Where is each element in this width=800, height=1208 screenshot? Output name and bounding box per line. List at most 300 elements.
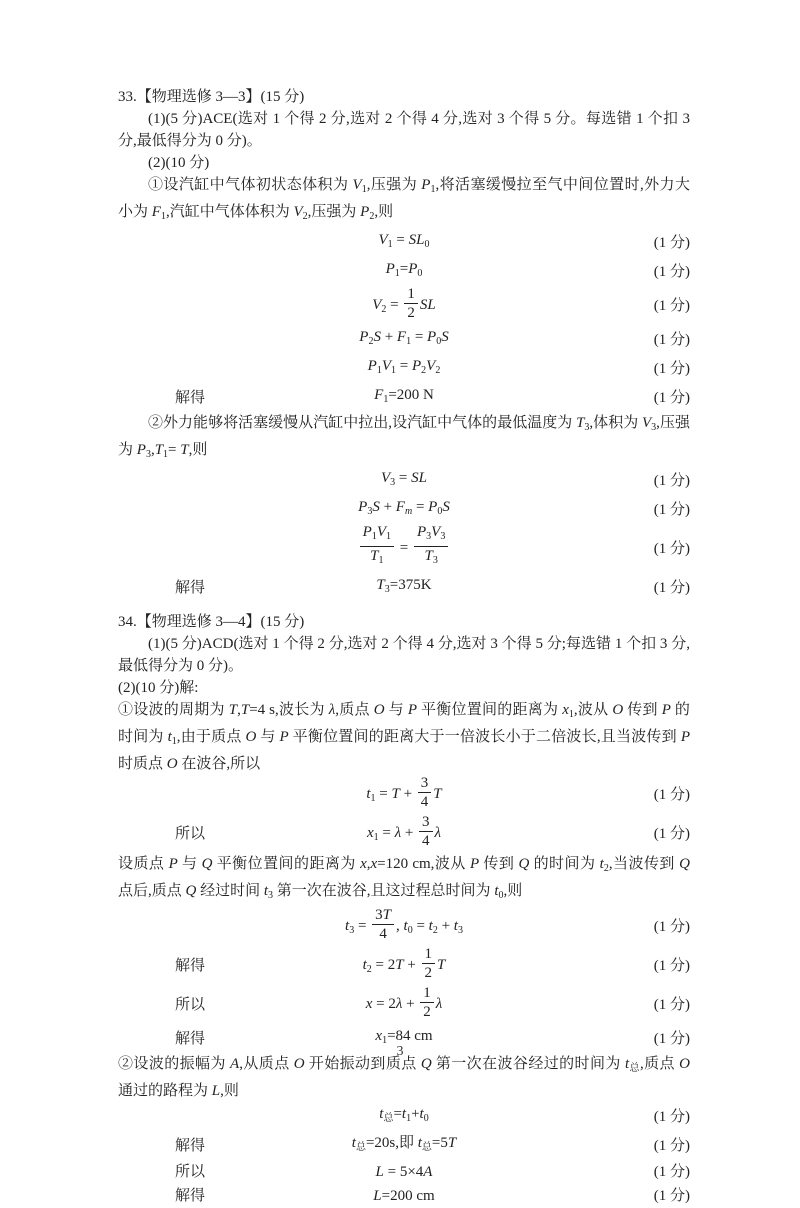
math-variable: V <box>376 524 387 540</box>
text-run: 4 <box>422 833 430 849</box>
formula-row <box>118 383 690 412</box>
math-subscript: 1 <box>382 1035 388 1046</box>
text-run: ,则 <box>503 883 523 899</box>
math-subscript: 1 <box>394 268 400 279</box>
math-variable: T <box>376 577 385 593</box>
math-variable: P <box>680 729 690 745</box>
math-variable: t <box>599 856 604 872</box>
math-subscript: 3 <box>651 422 657 433</box>
math-subscript: m <box>404 506 413 517</box>
math-variable: V <box>642 415 652 431</box>
score-label: (1 分) <box>653 389 690 406</box>
math-variable: λ <box>395 995 403 1012</box>
text-run: =375K <box>389 577 432 593</box>
math-variable: L <box>375 1164 384 1180</box>
math-subscript: 2 <box>432 924 438 936</box>
formula-label: 所以 <box>175 1164 206 1180</box>
text-run: 1 <box>407 286 415 302</box>
formula-row <box>118 907 690 946</box>
formula <box>345 909 463 944</box>
text-run: = <box>396 539 412 556</box>
fraction-denominator <box>419 832 433 849</box>
math-variable: P <box>168 856 178 872</box>
formula <box>366 777 441 812</box>
fraction-denominator <box>420 1003 434 1020</box>
text-run: 第一次在波谷,且这过程总时间为 <box>273 883 495 899</box>
math-variable: T <box>240 702 250 718</box>
math-variable: P <box>279 729 289 745</box>
math-variable: t <box>167 729 172 745</box>
score-label: (1 分) <box>653 263 690 280</box>
text-run: = <box>399 261 409 277</box>
math-variable: A <box>423 1164 433 1180</box>
formula <box>367 816 441 851</box>
formula-row <box>118 1160 690 1184</box>
score-label: (1 分) <box>653 297 690 314</box>
math-variable: x <box>370 856 378 872</box>
math-variable: F <box>374 387 384 403</box>
formula <box>379 230 430 255</box>
text-run: = <box>412 499 429 515</box>
text-run: ,体积为 <box>589 415 642 431</box>
math-variable: S <box>372 499 380 515</box>
text-run: ,压强为 <box>307 204 361 220</box>
fraction <box>414 524 448 569</box>
page-footer <box>0 1044 800 1060</box>
text-run: = <box>378 824 395 841</box>
fraction <box>420 985 434 1020</box>
formula <box>368 356 441 381</box>
text-run: = <box>396 358 412 374</box>
text-run: ,将活塞缓慢拉至气中间位置时,外力大小为 <box>118 177 690 220</box>
score-label: (1 分) <box>653 234 690 251</box>
fraction-numerator <box>422 946 436 964</box>
score-label: (1 分) <box>653 540 690 557</box>
text-run: 传到 <box>623 702 662 718</box>
text-run: 在波谷,所以 <box>177 756 261 772</box>
math-variable: P <box>421 177 431 193</box>
math-variable: V <box>381 358 392 374</box>
fraction <box>418 775 432 810</box>
math-variable: O <box>166 756 178 772</box>
formula-row <box>118 573 690 602</box>
text-run: =20s,即 <box>365 1135 418 1151</box>
fraction-numerator <box>404 286 418 304</box>
math-variable: V <box>426 358 436 374</box>
math-subscript: 0 <box>407 924 413 936</box>
math-variable: A <box>230 1056 240 1072</box>
math-variable: V <box>352 177 362 193</box>
math-subscript: 0 <box>423 1113 429 1124</box>
math-subscript: 1 <box>387 239 393 250</box>
math-variable: O <box>293 1056 305 1072</box>
text-run: ,汽缸中气体体积为 <box>165 204 294 220</box>
formula-label: 所以 <box>175 825 206 842</box>
math-variable: P <box>136 442 146 458</box>
math-variable: O <box>679 1056 690 1072</box>
fraction <box>419 814 433 849</box>
formula <box>379 1104 428 1129</box>
text-run: 点后,质点 <box>118 883 186 899</box>
formula-row <box>118 1184 690 1208</box>
math-variable: F <box>396 329 407 345</box>
math-subscript: 0 <box>436 336 442 347</box>
text-run: 33.【物理选修 3—3】(15 分) <box>118 89 305 105</box>
text-run: ②外力能够将活塞缓慢从汽缸中拉出,设汽缸中气体的最低温度为 <box>148 415 577 431</box>
text-run: + <box>399 785 416 802</box>
text-run: = <box>168 442 181 458</box>
text-run: = 2 <box>371 956 396 973</box>
math-variable: P <box>408 261 418 277</box>
math-variable: Q <box>679 856 690 872</box>
math-subscript: 1 <box>373 831 379 843</box>
paragraph <box>118 633 690 677</box>
formula-row <box>118 775 690 814</box>
math-variable: t <box>419 1106 424 1122</box>
text-run: 1 <box>424 946 433 962</box>
math-subscript: 3 <box>584 422 590 433</box>
math-subscript: 1 <box>370 792 376 804</box>
text-run: 34.【物理选修 3—4】(15 分) <box>118 614 305 630</box>
text-run: =200 cm <box>381 1188 435 1204</box>
text-run: , <box>366 856 371 872</box>
math-subscript: 1 <box>376 365 382 376</box>
math-variable: P <box>428 499 438 515</box>
formula <box>374 385 434 410</box>
math-variable: SL <box>411 470 427 486</box>
text-run: 3 <box>375 907 383 923</box>
formula <box>373 1186 434 1206</box>
score-label: (1 分) <box>653 918 690 935</box>
math-variable: S <box>442 499 450 515</box>
math-variable: t <box>263 883 269 899</box>
math-subscript: 2 <box>435 365 441 376</box>
paragraph <box>118 108 690 152</box>
formula <box>376 575 431 600</box>
text-run: (2)(10 分)解: <box>118 680 199 696</box>
formula-row <box>118 286 690 325</box>
text-run: 与 <box>256 729 280 745</box>
text-run: ,波从 <box>573 702 613 718</box>
math-variable: P <box>358 499 368 515</box>
text-run: 设质点 <box>118 856 169 872</box>
text-run: ,压强为 <box>366 177 422 193</box>
math-subscript: 2 <box>421 365 427 376</box>
math-variable: T <box>391 785 400 802</box>
text-run: 3 <box>420 775 429 791</box>
math-variable: P <box>385 261 395 277</box>
math-subscript: 3 <box>349 924 355 936</box>
math-subscript: 1 <box>171 736 177 747</box>
math-subscript: 1 <box>386 531 392 542</box>
math-variable: t <box>379 1106 384 1122</box>
formula-row <box>118 1131 690 1160</box>
formula-label: 解得 <box>175 1137 206 1154</box>
math-variable: T <box>228 702 238 718</box>
math-subscript: 总 <box>383 1113 394 1124</box>
math-variable: x <box>366 824 374 841</box>
text-run: = 2 <box>372 995 396 1012</box>
text-run: 的时间为 <box>118 702 690 745</box>
text-run: = <box>386 296 403 313</box>
math-variable: V <box>431 524 441 540</box>
math-variable: λ <box>328 702 336 718</box>
math-variable: SL <box>408 232 425 248</box>
text-run: 与 <box>384 702 408 718</box>
text-run: (1)(5 分)ACD(选对 1 个得 2 分,选对 2 个得 4 分,选对 3 个得 5 分;每选错 1 个扣 3 分,最低得分为 0 分)。 <box>118 636 690 674</box>
math-variable: Q <box>185 883 197 899</box>
formula-row <box>118 946 690 985</box>
math-variable: S <box>441 329 449 345</box>
text-run: =200 N <box>388 387 434 403</box>
score-label: (1 分) <box>653 1108 690 1125</box>
text-run: 2 <box>424 965 433 981</box>
math-variable: P <box>362 524 372 540</box>
math-variable: T <box>576 415 585 431</box>
text-run: 通过的路程为 <box>118 1083 212 1099</box>
math-variable: Q <box>420 1056 432 1072</box>
text-run: + <box>437 917 454 934</box>
math-variable: P <box>416 524 427 540</box>
page-number: 3 <box>396 1044 404 1059</box>
score-label: (1 分) <box>653 825 690 842</box>
fraction-numerator <box>420 985 434 1003</box>
math-variable: SL <box>419 296 436 313</box>
math-subscript: 1 <box>391 365 397 376</box>
math-subscript: 2 <box>368 336 374 347</box>
fraction-denominator <box>414 547 448 569</box>
fraction-numerator <box>418 775 432 793</box>
math-variable: T <box>433 785 442 802</box>
text-run: ,由于质点 <box>176 729 246 745</box>
math-variable: V <box>378 232 388 248</box>
math-subscript: 2 <box>603 863 609 874</box>
text-run: ,压强为 <box>118 415 690 458</box>
formula-label: 解得 <box>175 1188 206 1204</box>
text-run: ,质点 <box>639 1056 680 1072</box>
text-run: + <box>401 824 418 841</box>
math-variable: T <box>395 956 404 973</box>
formula <box>386 259 423 284</box>
formula-row <box>118 1102 690 1131</box>
fraction <box>360 524 394 569</box>
formula-label: 解得 <box>175 579 206 596</box>
text-run: = <box>375 785 392 802</box>
paragraph <box>118 677 690 699</box>
formula-row <box>118 524 690 573</box>
text-run: + <box>403 956 420 973</box>
text-run: 的时间为 <box>529 856 600 872</box>
math-variable: t <box>624 1056 630 1072</box>
math-variable: P <box>360 204 370 220</box>
formula <box>359 327 448 352</box>
paragraph <box>118 412 690 466</box>
text-run: ②设波的振幅为 <box>118 1056 231 1072</box>
formula-row <box>118 257 690 286</box>
math-variable: P <box>367 358 377 374</box>
math-subscript: 1 <box>406 1113 412 1124</box>
math-variable: t <box>345 917 350 934</box>
math-subscript: 3 <box>384 584 390 595</box>
text-run: 平衡位置间的距离为 <box>212 856 361 872</box>
math-subscript: 1 <box>361 184 367 195</box>
math-variable: O <box>373 702 385 718</box>
text-run: ,则 <box>188 442 208 458</box>
math-variable: t <box>428 917 433 934</box>
text-run: 4 <box>379 926 387 942</box>
math-subscript: 0 <box>417 268 423 279</box>
formula-row <box>118 228 690 257</box>
text-run: 第一次在波谷经过的时间为 <box>431 1056 625 1072</box>
fraction <box>372 907 394 942</box>
formula-row <box>118 985 690 1024</box>
math-variable: V <box>293 204 303 220</box>
score-label: (1 分) <box>653 957 690 974</box>
math-subscript: 总 <box>421 1142 432 1153</box>
paragraph <box>118 152 690 174</box>
formula <box>352 1133 456 1158</box>
formula-row <box>118 325 690 354</box>
math-variable: T <box>154 442 164 458</box>
formula-label: 解得 <box>175 957 206 974</box>
math-variable: L <box>373 1188 382 1204</box>
text-run: 2 <box>423 1004 431 1020</box>
text-run: =4 s,波长为 <box>249 702 329 718</box>
text-run: + <box>380 329 397 345</box>
math-variable: S <box>373 329 381 345</box>
formula-label: 解得 <box>175 1030 206 1047</box>
math-variable: T <box>382 907 392 923</box>
text-run: ,质点 <box>335 702 374 718</box>
math-subscript: 0 <box>437 506 443 517</box>
text-run: ,当波传到 <box>608 856 680 872</box>
math-variable: O <box>612 702 624 718</box>
math-variable: F <box>151 204 161 220</box>
math-variable: T <box>180 442 189 458</box>
text-run: ,则 <box>374 204 394 220</box>
score-label: (1 分) <box>653 331 690 348</box>
math-variable: L <box>211 1083 221 1099</box>
formula <box>366 987 443 1022</box>
math-subscript: 1 <box>383 394 389 405</box>
math-subscript: 3 <box>145 449 151 460</box>
math-subscript: 1 <box>430 184 436 195</box>
text-run: 开始振动到质点 <box>304 1056 421 1072</box>
math-variable: P <box>661 702 671 718</box>
text-run: 时质点 <box>118 756 167 772</box>
text-run: 平衡位置间的距离大于一倍波长小于二倍波长,且当波传到 <box>288 729 681 745</box>
math-subscript: 3 <box>268 890 274 901</box>
section-heading <box>118 86 690 108</box>
math-subscript: 总 <box>355 1142 366 1153</box>
formula <box>381 468 427 493</box>
fraction-denominator <box>404 304 418 321</box>
math-variable: x <box>360 856 367 872</box>
score-label: (1 分) <box>653 996 690 1013</box>
math-variable: x <box>375 1028 383 1044</box>
math-subscript: 1 <box>568 709 574 720</box>
formula-row <box>118 354 690 383</box>
text-run: ,从质点 <box>239 1056 294 1072</box>
math-variable: V <box>381 470 391 486</box>
text-run: =84 cm <box>387 1028 433 1044</box>
text-run: 与 <box>177 856 202 872</box>
formula <box>363 948 446 983</box>
paragraph <box>118 853 690 907</box>
math-variable: P <box>359 329 369 345</box>
math-subscript: 2 <box>302 211 308 222</box>
text-run: (1)(5 分)ACE(选对 1 个得 2 分,选对 2 个得 4 分,选对 3 个得 5 分。每选错 1 个扣 3 分,最低得分为 0 分)。 <box>118 111 690 149</box>
score-label: (1 分) <box>653 472 690 489</box>
math-subscript: 1 <box>378 555 384 566</box>
math-variable: T <box>437 956 446 973</box>
text-run: ①设波的周期为 <box>118 702 229 718</box>
fraction-denominator <box>360 547 394 569</box>
document-content <box>118 86 690 1208</box>
fraction-numerator <box>360 524 394 547</box>
text-run: = 5×4 <box>383 1164 424 1180</box>
math-variable: P <box>411 358 422 374</box>
formula <box>372 288 435 323</box>
math-subscript: 3 <box>432 555 438 566</box>
text-run: = <box>393 1106 402 1122</box>
score-label: (1 分) <box>653 579 690 596</box>
math-subscript: 总 <box>629 1063 640 1074</box>
text-run: 2 <box>407 305 415 321</box>
math-subscript: 3 <box>457 924 463 936</box>
fraction-denominator <box>418 793 432 810</box>
math-variable: t <box>417 1135 422 1151</box>
math-variable: x <box>365 995 373 1012</box>
text-run: + <box>411 1106 420 1122</box>
text-run: = <box>411 329 428 345</box>
fraction-numerator <box>414 524 448 547</box>
paragraph <box>118 174 690 228</box>
math-subscript: 3 <box>426 531 432 542</box>
math-variable: t <box>362 956 367 973</box>
text-run: 平衡位置间的距离为 <box>417 702 563 718</box>
math-variable: O <box>245 729 257 745</box>
score-label: (1 分) <box>653 360 690 377</box>
math-subscript: 3 <box>440 531 446 542</box>
math-subscript: 1 <box>371 531 377 542</box>
fraction-denominator <box>372 925 394 942</box>
score-label: (1 分) <box>653 1137 690 1154</box>
math-variable: λ <box>394 824 402 841</box>
math-subscript: 1 <box>406 336 412 347</box>
formula-label: 所以 <box>175 996 206 1013</box>
text-run: ,则 <box>220 1083 239 1099</box>
text-run: + <box>379 499 396 515</box>
text-run: 传到 <box>479 856 519 872</box>
math-variable: t <box>401 1106 407 1122</box>
text-run: = <box>395 470 412 486</box>
formula <box>358 497 450 522</box>
math-variable: λ <box>435 995 443 1012</box>
math-variable: T <box>424 548 433 564</box>
math-variable: t <box>351 1135 356 1151</box>
text-run: (2)(10 分) <box>148 155 210 171</box>
fraction-numerator <box>372 907 394 925</box>
math-subscript: 0 <box>498 890 504 901</box>
fraction-numerator <box>419 814 433 832</box>
text-run: 3 <box>422 814 430 830</box>
text-run: 4 <box>420 794 429 810</box>
text-run: ①设汽缸中气体初状态体积为 <box>148 177 353 193</box>
math-variable: T <box>447 1135 457 1151</box>
math-variable: Q <box>518 856 530 872</box>
math-variable: P <box>470 856 480 872</box>
